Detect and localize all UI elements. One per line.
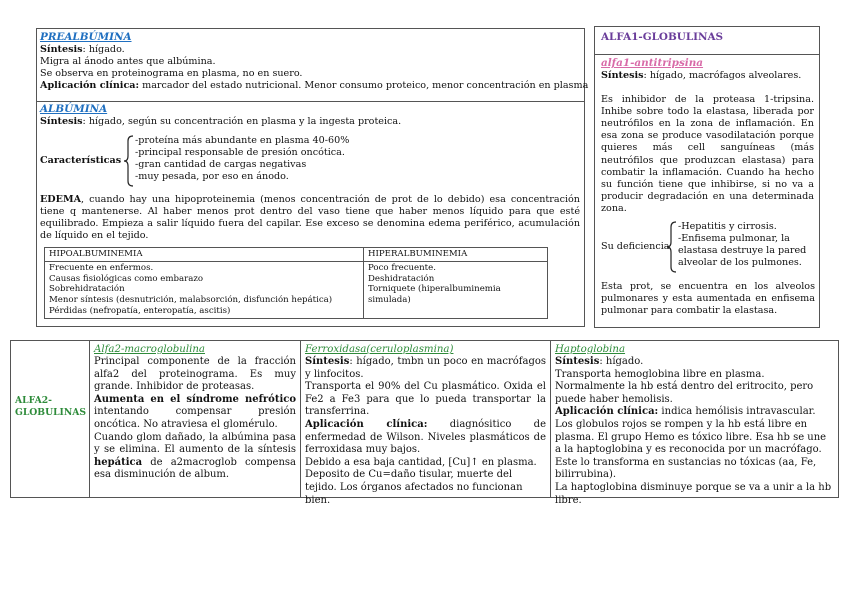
caracteristicas-label: Características <box>40 155 122 166</box>
edema-text: , cuando hay una hipoproteinemia (menos concentración de prot de lo debido) esa concentración tiene q mantenerse. Al haber menos prot dentro del vaso tiene que haber menos líquido para que esté equilibrado. Empieza a salir líquido fuera del capilar. Ese exceso se denomina edema periférico, acumulación de líquido en el tejido. <box>40 194 580 242</box>
table-row: Torniquete (hiperalbuminemia <box>368 284 501 295</box>
aplicacion-label: Aplicación clínica: <box>555 406 659 418</box>
deficiencia-group <box>601 221 815 273</box>
caracteristica-item: -principal responsable de presión oncótica. <box>135 147 345 159</box>
macro-p3a: Cuando glom dañado, la albúmina pasa y se elimina. El aumento de la síntesis <box>94 431 296 456</box>
caracteristica-item: -gran cantidad de cargas negativas <box>135 159 307 171</box>
table-row: Frecuente en enfermos. <box>49 262 154 273</box>
macro-p2-bold: Aumenta en el síndrome nefrótico <box>94 393 296 405</box>
alfa1-final-paragraph: Esta prot, se encuentra en los alveolos pulmonares y esta aumentada en enfisema pulmonar para combatir la elastasa. <box>601 281 815 317</box>
alfa1-antitripsina-title: alfa1-antitripsina <box>601 57 704 69</box>
sintesis-label: Síntesis <box>601 70 644 81</box>
aplicacion-text: indica hemólisis intravascular. Los globulos rojos se rompen y la hb está libre en plasma. El grupo Hemo es tóxico libre. Esa hb se une a la haptoglobina y es reconocida por un macrófago. Este lo transforma en sustancias no tóxicas (aa, Fe, bilirrubina). <box>555 406 827 481</box>
caracteristicas-group <box>40 135 560 187</box>
deficiencia-label: Su deficiencia <box>601 241 670 252</box>
aplicacion-label: Aplicación clínica: <box>305 418 428 430</box>
alfa1-header: ALFA1-GLOBULINAS <box>601 31 724 43</box>
table-row: Deshidratación <box>368 273 435 284</box>
sintesis-label: Síntesis <box>40 44 83 55</box>
sintesis-text: : hígado, macrófagos alveolares. <box>643 70 802 81</box>
alfa2-table <box>10 340 839 506</box>
albumina-title: ALBÚMINA <box>40 103 108 115</box>
haptoglobina-cell <box>551 341 839 506</box>
sintesis-text: : hígado. <box>82 44 125 55</box>
table-row: Sobrehidratación <box>49 284 125 295</box>
sintesis-label: Síntesis <box>305 356 350 367</box>
prealbumina-line: Migra al ánodo antes que albúmina. <box>40 56 216 68</box>
sintesis-text: : hígado, según su concentración en plasma y la ingesta proteica. <box>82 116 402 127</box>
macro-p2-rest: intentando compensar presión oncótica. No atraviesa el glomérulo. <box>94 406 296 430</box>
sintesis-label: Síntesis <box>555 356 600 367</box>
alfa2-label-cell <box>11 341 89 497</box>
ferro-p5: Deposito de Cu=daño tisular, muerte del tejido. Los órganos afectados no funcionan bien. <box>305 469 523 506</box>
table-header: HIPOALBUMINEMIA <box>45 248 364 262</box>
prealbumina-title: PREALBÚMINA <box>40 31 132 43</box>
sintesis-text: : hígado, tmbn un poco en macrófagos y linfocitos. <box>305 356 546 380</box>
macroglobulina-title: Alfa2-macroglobulina <box>94 344 205 355</box>
macroglobulina-cell <box>90 341 300 497</box>
hiperalbuminemia-cell <box>364 261 548 318</box>
hapto-p4: La haptoglobina disminuye porque se va a unir a la hb libre. <box>555 481 832 506</box>
deficiencia-item: -Enfisema pulmonar, la elastasa destruye la pared alveolar de los pulmones. <box>678 233 807 269</box>
caracteristica-item: -proteína más abundante en plasma 40-60% <box>135 135 350 146</box>
hapto-p2: Transporta hemoglobina libre en plasma. Normalmente la hb está dentro del eritrocito, pero puede haber hemolisis. <box>555 368 814 405</box>
sintesis-label: Síntesis <box>40 116 83 127</box>
prealbumina-section <box>40 31 589 92</box>
sintesis-text: : hígado. <box>599 356 644 367</box>
table-header: HIPERALBUMINEMIA <box>364 248 548 262</box>
albuminemia-table <box>44 247 548 319</box>
edema-paragraph <box>40 194 580 242</box>
alfa1-paragraph: Es inhibidor de la proteasa 1-tripsina. Inhibe sobre todo la elastasa, liberada por neutrófilos en la zona de inflamación. En esa zona se produce vasodilatación porque quieres más cell sanguíneas (más neutrófilos que produzcan elastasa) para combatir la inflamación. Cuando ha hecho su función tiene que inhibirse, si no va a producir degradación en una determinada zona. <box>601 94 814 214</box>
brace-icon <box>667 221 677 273</box>
ferro-p4: Debido a esa baja cantidad, [Cu]↑ en plasma. <box>305 456 537 468</box>
aplicacion-text: marcador del estado nutricional. Menor consumo proteico, menor concentración en plasma <box>139 80 589 92</box>
brace-icon <box>124 135 134 187</box>
table-row: Causas fisiológicas como embarazo <box>49 273 204 284</box>
table-row: Menor síntesis (desnutrición, malabsorción, disfunción hepática) <box>49 295 333 306</box>
section-divider <box>595 54 819 55</box>
ferroxidasa-title: Ferroxidasa(ceruloplasmina) <box>305 344 454 355</box>
edema-label: EDEMA <box>40 194 82 205</box>
macro-p3b: de a2macroglob compensa esa disminución de album. <box>94 456 296 481</box>
table-row: Poco frecuente. <box>368 262 436 273</box>
caracteristica-item: -muy pesada, por eso en ánodo. <box>135 171 289 183</box>
albumina-section <box>40 103 580 128</box>
ferro-p2: Transporta el 90% del Cu plasmático. Oxida el Fe2 a Fe3 para que lo pueda transportar la transferrina. <box>305 381 546 418</box>
hipoalbuminemia-cell <box>45 261 364 318</box>
prealbumina-albumina-box <box>36 28 589 327</box>
haptoglobina-title: Haptoglobina <box>555 344 626 355</box>
prealbumina-line: Se observa en proteinograma en plasma, no en suero. <box>40 68 303 80</box>
section-divider <box>37 101 584 102</box>
table-row: simulada) <box>368 295 411 306</box>
alfa1-box <box>594 26 820 328</box>
ferroxidasa-cell <box>301 341 550 506</box>
aplicacion-text: diagnósitico de enfermedad de Wilson. Niveles plasmáticos de ferroxidasa muy bajos. <box>305 418 546 456</box>
alfa2-row-label: ALFA2-GLOBULINAS <box>15 395 87 418</box>
table-row: Pérdidas (nefropatía, enteropatía, ascitis) <box>49 305 231 316</box>
deficiencia-item: -Hepatitis y cirrosis. <box>678 221 777 232</box>
aplicacion-label: Aplicación clínica: <box>40 80 140 92</box>
macro-p1: Principal componente de la fracción alfa2 del proteinograma. Es muy grande. Inhibidor de proteasas. <box>94 356 296 393</box>
macro-p3-bold: hepática <box>94 456 143 468</box>
